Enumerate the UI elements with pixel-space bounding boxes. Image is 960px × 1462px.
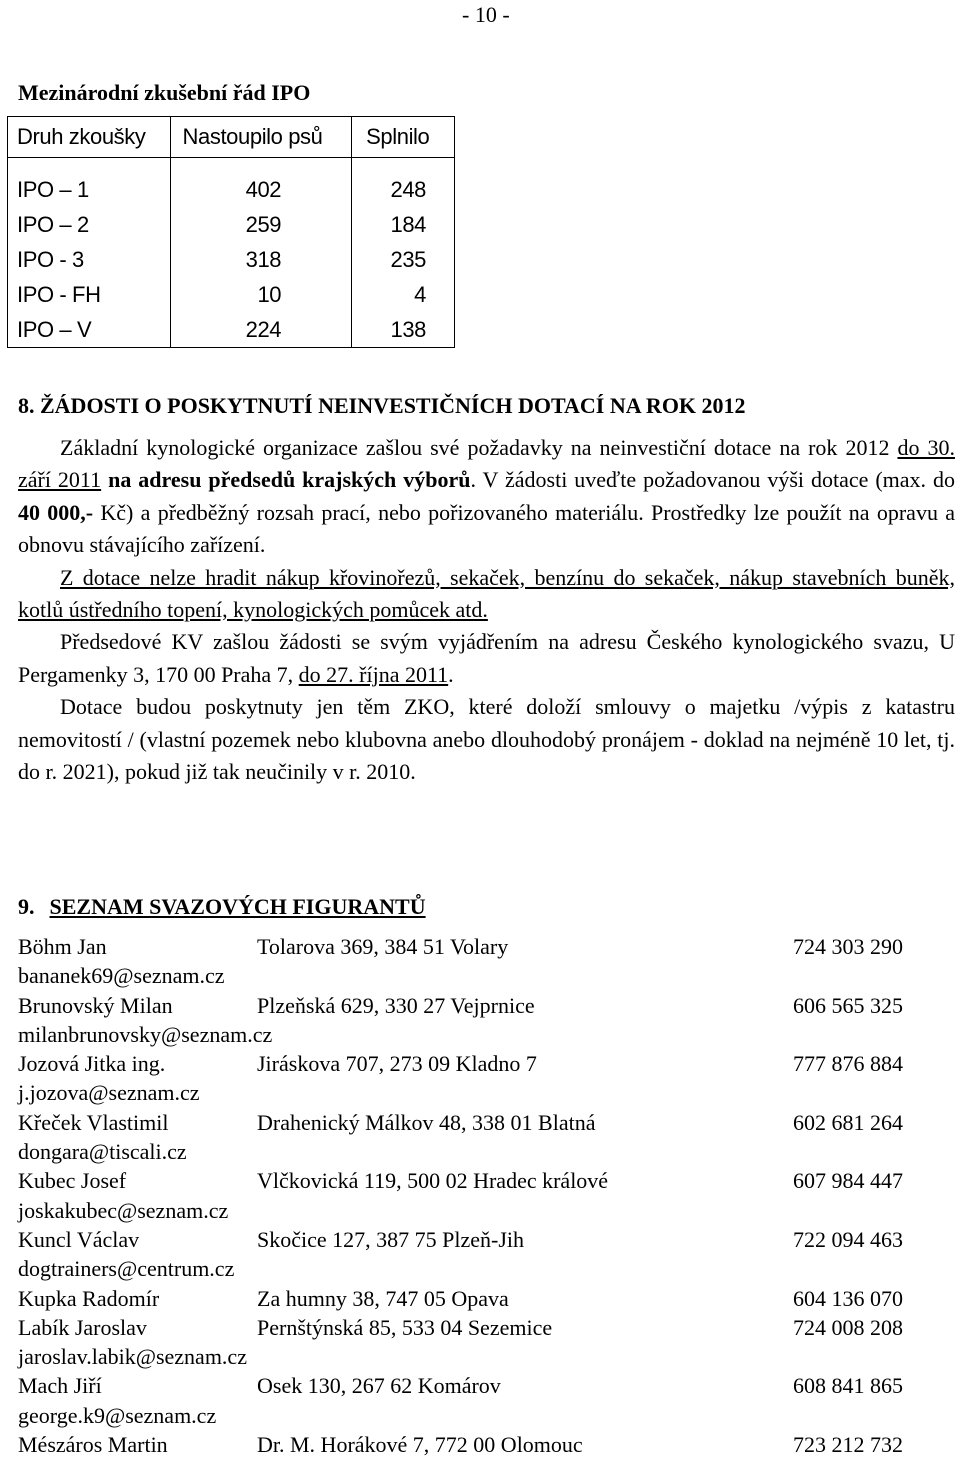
column-header: Splnilo [352, 117, 455, 158]
exam-type-cell: IPO - FH [8, 277, 171, 312]
figurant-address: Vlčkovická 119, 500 02 Hradec králové [257, 1168, 609, 1194]
figurant-list [18, 932, 938, 1459]
figurant-email: george.k9@seznam.cz [18, 1402, 217, 1428]
figurant-email: joskakubec@seznam.cz [18, 1197, 229, 1223]
dogs-passed-cell: 235 [352, 242, 455, 277]
figurant-name: Kupka Radomír [18, 1285, 160, 1311]
exam-type-cell: IPO – 2 [8, 207, 171, 242]
text-run: Předsedové KV zašlou žádosti se svým vyjádřením na adresu Českého kynologického svazu, U Pergamenky 3, 170 00 Praha 7, [18, 629, 955, 687]
figurant-phone: 604 136 070 [793, 1285, 903, 1311]
deadline-text: do 30. září 2011 [18, 435, 956, 493]
dogs-started-cell: 10 [170, 277, 352, 312]
figurant-email: bananek69@seznam.cz [18, 963, 225, 989]
figurant-name: Mészáros Martin [18, 1432, 168, 1458]
column-header: Druh zkoušky [8, 117, 171, 158]
figurant-name: Kubec Josef [18, 1168, 127, 1194]
ipo-results-table [7, 116, 455, 348]
figurant-phone: 777 876 884 [793, 1051, 903, 1077]
page-number: - 10 - [462, 2, 510, 27]
figurant-row [18, 1166, 938, 1195]
figurant-row [18, 1225, 938, 1254]
section-9-number: 9. [18, 894, 35, 919]
dogs-passed-cell: 138 [352, 312, 455, 348]
figurant-row [18, 991, 938, 1020]
text-run: . [448, 661, 454, 687]
table-header-row [8, 117, 455, 158]
table-row [8, 242, 455, 277]
dogs-started-cell: 318 [170, 242, 352, 277]
table-row [8, 312, 455, 348]
figurant-address: Osek 130, 267 62 Komárov [257, 1373, 501, 1399]
figurant-phone: 722 094 463 [793, 1226, 903, 1252]
dogs-passed-cell: 248 [352, 158, 455, 208]
figurant-email: jaroslav.labik@seznam.cz [18, 1344, 247, 1370]
figurant-name: Böhm Jan [18, 934, 107, 959]
figurant-row [18, 1371, 938, 1400]
ipo-title: Mezinárodní zkušební řád IPO [18, 80, 311, 105]
figurant-name: Mach Jiří [18, 1373, 102, 1399]
paragraph-conditions: Dotace budou poskytnuty jen těm ZKO, které doloží smlouvy o majetku /výpis z katastru nemovitostí / (vlastní pozemek nebo klubovna anebo dlouhodobý pronájem - doklad na nejméně 10 let, tj. do r. 2021), pokud již tak neučinily v r. 2010. [18, 694, 955, 785]
figurant-address: Jiráskova 707, 273 09 Kladno 7 [257, 1051, 537, 1077]
figurant-address: Za humny 38, 747 05 Opava [257, 1285, 509, 1311]
figurant-phone: 606 565 325 [793, 992, 903, 1018]
figurant-name: Křeček Vlastimil [18, 1109, 169, 1135]
figurant-row [18, 932, 938, 961]
figurant-name: Jozová Jitka ing. [18, 1051, 166, 1077]
figurant-email: dongara@tiscali.cz [18, 1139, 187, 1165]
submission-deadline: do 27. října 2011 [298, 661, 449, 687]
exam-type-cell: IPO - 3 [8, 242, 171, 277]
figurant-address: Drahenický Málkov 48, 338 01 Blatná [257, 1109, 596, 1135]
max-amount-text: 40 000,- [18, 499, 94, 525]
exam-type-cell: IPO – 1 [8, 158, 171, 208]
figurant-row [18, 1108, 938, 1137]
dogs-passed-cell: 184 [352, 207, 455, 242]
figurant-row [18, 1313, 938, 1342]
figurant-address: Tolarova 369, 384 51 Volary [257, 934, 509, 959]
paragraph-submission [18, 626, 955, 691]
figurant-address: Plzeňská 629, 330 27 Vejprnice [257, 992, 535, 1018]
recipient-text: na adresu předsedů krajských výborů [101, 467, 471, 493]
table-row [8, 207, 455, 242]
section-9-heading [18, 894, 426, 920]
figurant-address: Dr. M. Horákové 7, 772 00 Olomouc [257, 1432, 583, 1458]
figurant-phone: 607 984 447 [793, 1168, 903, 1194]
figurant-name: Brunovský Milan [18, 992, 173, 1018]
text-run: Kč) a předběžný rozsah prací, nebo pořizovaného materiálu. Prostředky lze použít na opravu a obnovu stávajícího zařízení. [18, 499, 955, 558]
section-9-title: SEZNAM SVAZOVÝCH FIGURANTŮ [49, 894, 426, 919]
dogs-started-cell: 259 [170, 207, 352, 242]
paragraph-exclusions: Z dotace nelze hradit nákup křovinořezů, sekaček, benzínu do sekaček, nákup stavebních buněk, kotlů ústředního topení, kynologických pomůcek atd. [18, 564, 955, 623]
figurant-phone: 602 681 264 [793, 1109, 903, 1135]
figurant-row [18, 1284, 938, 1313]
dogs-started-cell: 224 [170, 312, 352, 348]
figurant-phone: 723 212 732 [793, 1432, 903, 1458]
table-row [8, 158, 455, 208]
dogs-passed-cell: 4 [352, 277, 455, 312]
text-run: Základní kynologické organizace zašlou své požadavky na neinvestiční dotace na rok 2012 [60, 435, 898, 460]
section-8-body [18, 432, 955, 788]
figurant-name: Labík Jaroslav [18, 1314, 147, 1340]
figurant-phone: 608 841 865 [793, 1373, 903, 1399]
table-row [8, 277, 455, 312]
column-header: Nastoupilo psů [170, 117, 352, 158]
figurant-address: Pernštýnská 85, 533 04 Sezemice [257, 1314, 553, 1340]
exam-type-cell: IPO – V [8, 312, 171, 348]
section-8-heading: 8. ŽÁDOSTI O POSKYTNUTÍ NEINVESTIČNÍCH DOTACÍ NA ROK 2012 [18, 393, 746, 418]
figurant-name: Kuncl Václav [18, 1226, 140, 1252]
paragraph-grant-requests [18, 432, 955, 562]
figurant-address: Skočice 127, 387 75 Plzeň-Jih [257, 1226, 525, 1252]
figurant-email: milanbrunovsky@seznam.cz [18, 1021, 273, 1047]
figurant-email: dogtrainers@centrum.cz [18, 1256, 235, 1282]
figurant-row [18, 1049, 938, 1078]
figurant-phone: 724 303 290 [793, 934, 903, 959]
text-run: . V žádosti uveďte požadovanou výši dotace (max. do [470, 467, 956, 493]
dogs-started-cell: 402 [170, 158, 352, 208]
figurant-row [18, 1430, 938, 1459]
figurant-phone: 724 008 208 [793, 1314, 903, 1340]
figurant-email: j.jozova@seznam.cz [18, 1080, 200, 1106]
